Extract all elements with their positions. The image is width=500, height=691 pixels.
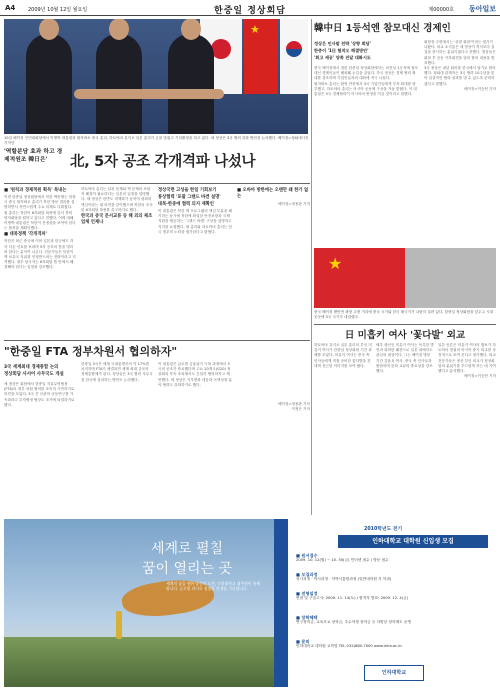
slogan-line: 꿈이 열리는 곳 (141, 561, 233, 577)
article-column (81, 187, 153, 337)
university-ad[interactable] (4, 519, 496, 687)
article-subhead: ■ 대북정책 '각개격파' (4, 232, 47, 238)
article-text: 일본 언론은 미유키 여사의 행보가 하토야마 정권의 아시아 중시 외교를 상징적으로 보여 준다고 평가했다. 외교 전문가들은 정상 부인 외교가 정상회담의 분위기를 부드럽게 하는 데 기여했다고 분석했다. (438, 343, 496, 374)
ad-info-title: ■ 문의 (296, 639, 310, 644)
ad-info-text: 2009. 10. 12(월) ~ 10. 30(금) 인터넷 접수 / 방문 접수 (296, 558, 389, 563)
divider (4, 340, 310, 341)
ad-info-panel (288, 519, 496, 687)
article-subhead: ■ '원칙과 경제적원 획득' 북내는 (4, 188, 67, 193)
ad-slogan (82, 539, 292, 579)
article-column (314, 66, 419, 244)
article-text: 3국 정상은 내년 회의를 한국에서 열기로 합의했다. 청와대 관계자는 3국 협력 10주년을 맞아 실질적인 협력 성과를 낼 수 있도록 준비하겠다고 말했다. (424, 66, 496, 86)
article-subhead: 통상협력 '포괄 그랜드 바겐 설명' (158, 195, 221, 200)
masthead (0, 0, 500, 16)
ad-info-text: 연구장학금, 교육조교 장학금, 우수학생 장학금 등 다양한 장학제도 운영 (296, 620, 412, 625)
article-text: 이 대통령은 북한 핵 프로그램의 핵심 부분을 폐기하는 동시에 북한에 확실한 안전보장과 국제 지원을 제공하는 '그랜드 바겐' 구상을 설명하고 지지를 요청했다. 원 총리와 하토야마 총리는 한국 정부의 노력을 평가한다고 밝혔다. (158, 209, 232, 234)
byline: 베이징=정용관 기자 (278, 402, 310, 406)
byline: 이정은 기자 (291, 407, 310, 412)
article-column (438, 343, 496, 513)
divider (4, 183, 310, 184)
university-logo: 인하대학교 (364, 665, 424, 681)
korea-flag (280, 19, 308, 94)
leader-figure (168, 34, 214, 134)
article-text: 원자바오 총리는 환영 만찬에서 3국 기업인들에게 투자 확대를 당부했고, 하토야마 총리는 아시아 공동체 구상을 거듭 밝혔다. 이 대통령은 3국 경제협력이 아시아의 번영을 이끌 것이라고 말했다. (314, 81, 417, 97)
headline-kicker: '역할분담 효과 하고 경제적원조 韓日은' (4, 149, 63, 163)
right-headline: 日 미흡키 여사 '꽃다발' 외교 (344, 330, 466, 341)
article-text: 중국 베이징에서 열린 한중일 정상회담에서는 의전상 1등석에 참모 대신 경제인들이 배치돼 눈길을 끌었다. 각국 정상은 경제 협력 확대를 강조하며 기업인들과의 대화에 적극 나섰다. (314, 66, 419, 81)
article-column (158, 362, 232, 514)
article-text: 하토야마 총리는 납치 문제와 핵 문제의 포괄적 해결이 필요하다는 일본의 입장을 설명했다. 세 정상은 한반도 비핵화가 동북아 평화의 핵심이라는 데 의견을 같이했으며 북한의 조속한 6자회담 복귀를 촉구하기로 했다. (81, 187, 153, 212)
page-number: A4 (5, 4, 16, 12)
slogan-line: 세계로 펼칠 (150, 541, 224, 557)
key-icon (116, 611, 122, 639)
ad-term: 2010학년도 전기 (364, 527, 403, 532)
right-subheads: 정상은 인사말 전략 '상향 회담' 한중이 '1日 협작오 해결방안' '회고 세공' 양쪽 진달 대화시도 (314, 41, 371, 60)
right-headline: 韓中日 1등석엔 참모대신 경제인 (314, 23, 451, 34)
ad-info-text: 석사과정 · 박사과정 · 석박사통합과정 (일반대학원 각 학과) (296, 577, 392, 582)
article-column (4, 382, 76, 514)
byline: 베이징=이승헌 기자 (464, 86, 496, 91)
byline: 베이징=정용관 기자 (278, 202, 310, 206)
section-title: 한중일 정상회담 (214, 6, 286, 16)
article-text: 세 정상은 회담에서 한중일 자유무역협정(FTA)의 정부 차원 협의를 조속히 시작하기로 의견을 모았다. 3국 간 산관학 공동연구를 가속화하고 투자협정 협상도 조기에 타결하기로 했다. (4, 382, 75, 407)
headline-main: 北, 5자 공조 각개격파 나섰나 (70, 154, 256, 170)
divider (314, 324, 496, 325)
article-text: 한중일 3국은 세계 국내총생산의 약 17%를 차지하며 FTA가 체결되면 세계 최대 규모의 경제통합체가 된다. 정상들은 3국 협력 사무국을 한국에 설치하는 방안도 논의했다. (81, 362, 153, 382)
article-column (376, 343, 434, 513)
article-column (237, 187, 310, 337)
ad-info-block (296, 591, 486, 601)
newspaper-brand: 동아일보 (468, 5, 496, 13)
leader-figure (96, 34, 142, 134)
summit-photo (4, 19, 308, 134)
ad-info-block (296, 572, 486, 582)
ad-info-title: ■ 장학혜택 (296, 615, 318, 620)
article-column (314, 343, 372, 513)
article-column (4, 187, 76, 337)
article-text: 배우 출신인 미유키 여사는 독특한 발언과 화려한 패션으로 일본 내에서도 관심의 대상이다. 그는 베이징 방문 기간 김윤옥 여사, 중국 측 인사들과 환담하며 문화 교류의 중요성을 강조했다. (376, 343, 434, 374)
ad-info-title: ■ 모집과정 (296, 572, 318, 577)
column-rule (311, 19, 312, 515)
ad-info-title: ■ 원서접수 (296, 553, 318, 558)
fta-headline: "한중일 FTA 정부차원서 협의하자" (4, 345, 178, 358)
photo-caption: 중국 베이징 톈안먼 광장 주변 거리에 중국 국기와 한국 태극기가 나란히 걸려 있다. 한중일 정상회담을 앞두고 시내 곳곳에 3국 국기가 내걸렸다. (314, 310, 494, 319)
ad-ground (4, 637, 274, 687)
issue-date: 2009년 10월 12일 월요일 (28, 7, 88, 13)
joined-hands (74, 89, 224, 99)
photo-caption: 10일 베이징 인민대회당에서 이명박 대통령과 원자바오 중국 총리, 하토야마 유키오 일본 총리가 손을 맞잡고 기념촬영을 하고 있다. 세 정상은 3국 협력 강화 방안을 논의했다. 베이징=청와대사진기자단 (4, 136, 309, 145)
article-subhead: 대북·한중에 협력 의지 재확인 (158, 202, 214, 207)
fta-subhead: 3국 세계최대 경제통합 논의 (4, 365, 59, 370)
article-text: 북한은 최근 중국에 이어 일본과 한국에도 각각 다른 신호를 보내며 5자 공조의 틈을 벌리려 한다는 분석이 나온다. 전문가들은 북한이 핵 보유국 지위를 인정받으려는 전략이라고 지적했다. 정부 당국자는 6자회담 틀 안에서 해결해야 한다는 입장을 강조했다. (4, 239, 76, 270)
ad-info-text: 인하대학교 대학원 교학팀 TEL 032)860-7000 www.inha.ac.kr (296, 644, 403, 649)
china-flag (244, 19, 278, 94)
article-text: 이 대통령은 글로벌 금융위기 극복 과정에서 3국의 공조가 중요했다며 주요 20개국(G20) 정상회의 후속 조치에서도 긴밀히 협력하자고 제안했다. 세 정상은 기후변화 대응과 녹색성장 분야 협력도 강화하기로 했다. (158, 362, 232, 387)
leader-figure (26, 34, 72, 134)
article-column (424, 40, 496, 244)
fta-subhead: 정상회담 사서어 사무국도 개설 (4, 372, 64, 377)
article-subhead: ■ 오바마 방한에는 오랜만 왜 한가 없는 (237, 188, 309, 199)
lead-headline (4, 146, 310, 180)
ad-info-text: 면접 및 구술고사: 2009. 11. 14(토) / 합격자 발표: 2009. 12. 4(금) (296, 596, 409, 601)
article-subhead: 정상국면 고성을 한일 기회보기 (158, 188, 217, 193)
article-subhead: 한국과 중국 문서교류 등 해 외의 제조업체 언제나 (81, 214, 153, 226)
article-text: 회담장 주변에서는 '상향 회담'이라는 평가가 나왔다. 외교 소식통은 세 정상이 격식보다 실질을 중시하는 분위기였다고 전했다. 정상들은 회담 후 공동 기자회견을 열어 합의 내용을 발표했다. (424, 40, 496, 65)
ad-info-block (296, 553, 486, 563)
ad-info-block (296, 639, 486, 649)
article-column (158, 187, 232, 337)
flags-photo (314, 248, 496, 308)
article-column (81, 362, 153, 514)
article-text: 이번 한중일 정상회담에서 북한 핵문제는 의장국 중국 원자바오 총리가 북한 방문 결과를 설명하면서 자연스럽게 주요 의제로 다뤄졌다. 원 총리는 북한이 6자회담 복귀에 앞서 북미 양자회담을 원하고 있다고 전했다. 이에 대해 이명박 대통령은 북한이 진정성을 보여야 한다는 원칙을 재확인했다. (4, 195, 76, 231)
article-column (237, 362, 310, 514)
ad-copy: 세계의 꿈을 향한 당신의 도전, 인하대학교 대학원이 함께합니다. 글로벌 리더로 성장할 인재를 기다립니다. (166, 581, 261, 592)
ad-title: 인하대학교 대학원 신입생 모집 (338, 535, 488, 548)
ad-info-block (296, 615, 486, 625)
fta-subheads (4, 364, 64, 378)
ad-info-title: ■ 전형일정 (296, 591, 318, 596)
byline: 베이징=이승헌 기자 (464, 374, 496, 379)
article-text: 하토야마 유키오 일본 총리의 부인 미유키 여사가 한중일 정상회담 기간 화제를 모았다. 미유키 여사는 중국 측 인사들에게 직접 준비한 꽃다발을 건네며 친근한 이미지를 보여 줬다. (314, 343, 372, 368)
edition-number: 제00000호 (428, 7, 454, 13)
